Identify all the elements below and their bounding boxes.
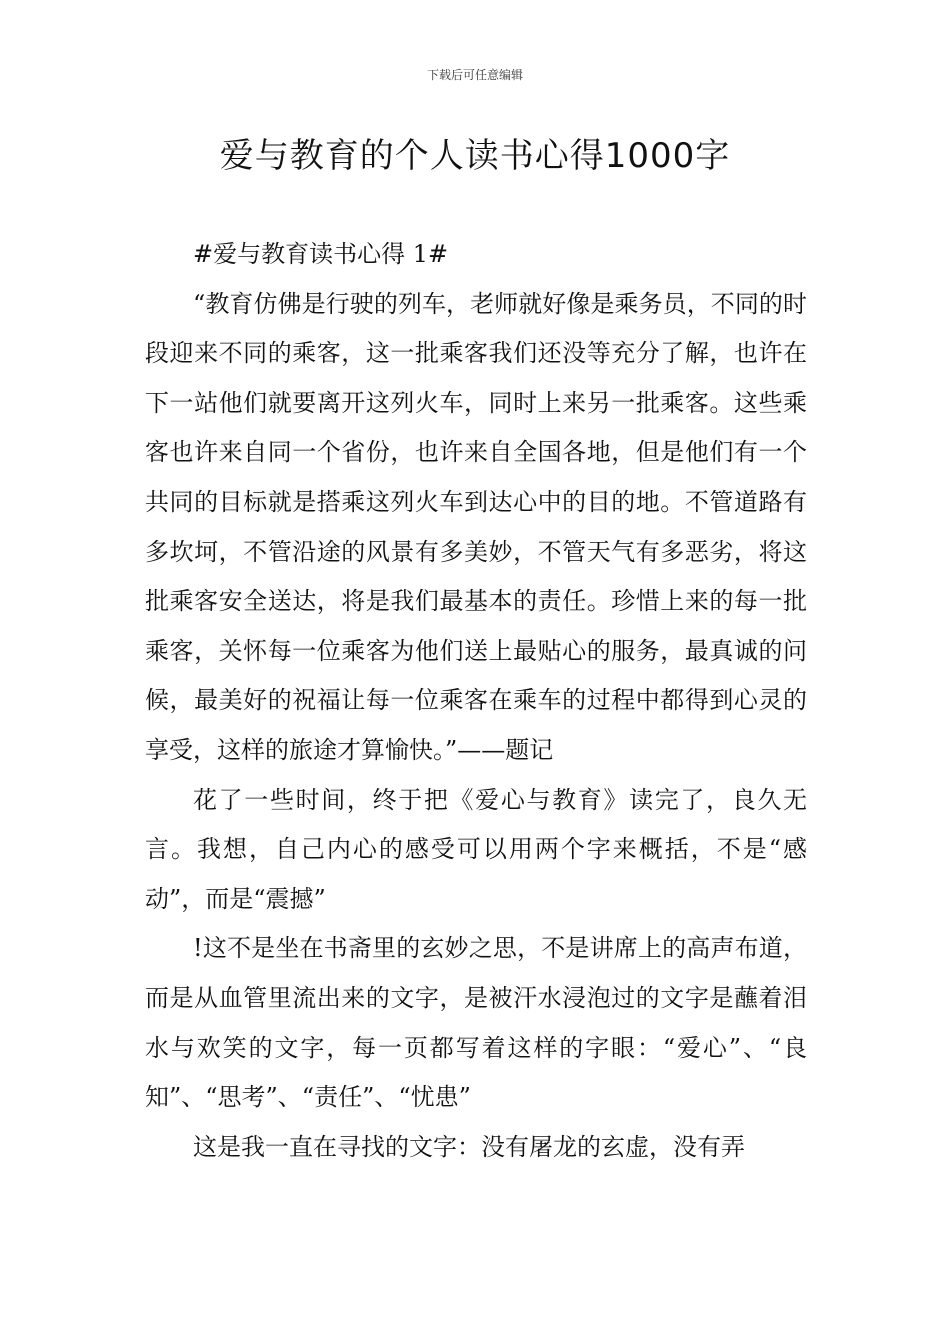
document-body xyxy=(145,230,807,1172)
document-title: 爱与教育的个人读书心得1000字 xyxy=(219,136,731,176)
paragraph-epigraph: “教育仿佛是行驶的列车，老师就好像是乘务员，不同的时段迎来不同的乘客，这一批乘客我们还没等充分了解，也许在下一站他们就要离开这列火车，同时上来另一批乘客。这些乘客也许来自同一个省份，也许来自全国各地，但是他们有一个共同的目标就是搭乘这列火车到达心中的目的地。不管道路有多坎坷，不管沿途的风景有多美妙，不管天气有多恶劣，将这批乘客安全送达，将是我们最基本的责任。珍惜上来的每一批乘客，关怀每一位乘客为他们送上最贴心的服务，最真诚的问候，最美好的祝福让每一位乘客在乘车的过程中都得到心灵的享受，这样的旅途才算愉快。”——题记 xyxy=(145,289,807,764)
paragraph-4: 这是我一直在寻找的文字：没有屠龙的玄虚，没有弄 xyxy=(193,1132,745,1161)
section-heading: #爱与教育读书心得 1# xyxy=(193,240,449,268)
paragraph-2: 花了一些时间，终于把《爱心与教育》读完了，良久无言。我想，自己内心的感受可以用两个字来概括，不是“感动”，而是“震撼” xyxy=(145,785,807,913)
page-header-note: 下载后可任意编辑 xyxy=(426,68,523,82)
paragraph-3: !这不是坐在书斋里的玄妙之思，不是讲席上的高声布道，而是从血管里流出来的文字，是被汗水浸泡过的文字是蘸着泪水与欢笑的文字，每一页都写着这样的字眼：“爱心”、“良知”、“思考”、“责任”、“忧患” xyxy=(145,934,807,1112)
